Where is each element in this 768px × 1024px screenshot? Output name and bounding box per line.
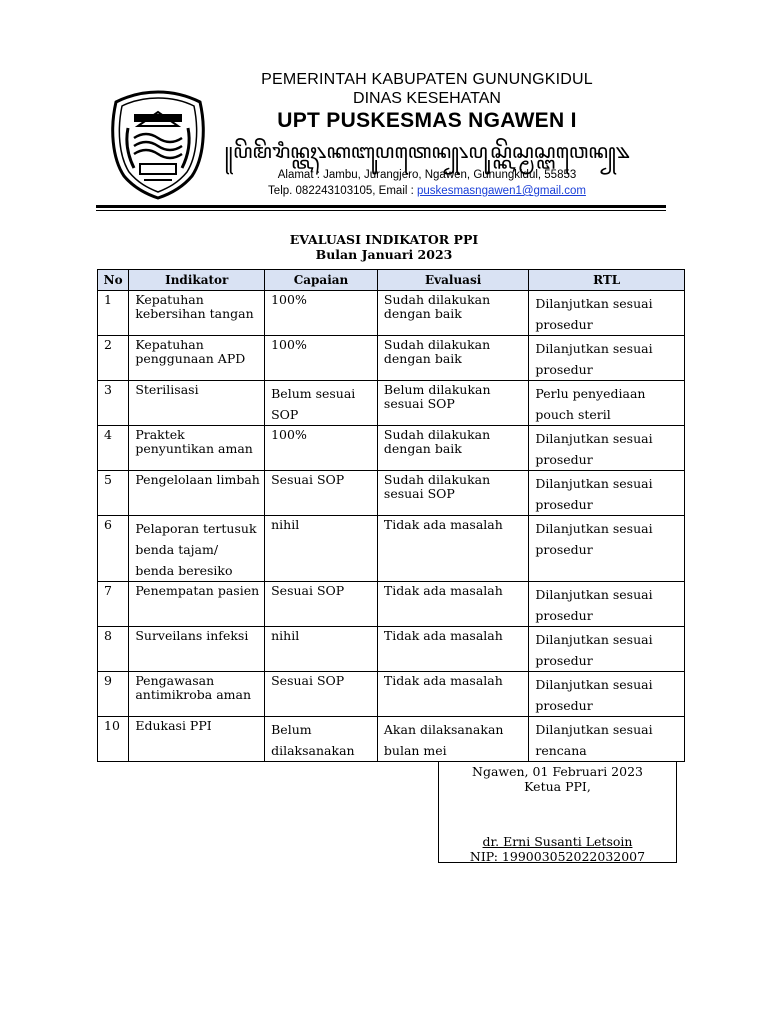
document-title: EVALUASI INDIKATOR PPI — [289, 232, 479, 247]
cell-indikator: Edukasi PPI — [129, 717, 265, 762]
email-link[interactable]: puskesmasngawen1@gmail.com — [417, 185, 586, 197]
phone-text: Telp. 082243103105, Email : — [268, 185, 418, 197]
document-subtitle: Bulan Januari 2023 — [315, 247, 453, 262]
signature-role: Ketua PPI, — [524, 779, 591, 794]
table-row — [98, 381, 685, 426]
cell-capaian: Belum dilaksanakan — [265, 717, 378, 762]
cell-no: 9 — [98, 672, 129, 717]
table-row — [98, 516, 685, 582]
table-row — [98, 336, 685, 381]
cell-no: 3 — [98, 381, 129, 426]
cell-no: 6 — [98, 516, 129, 582]
table-row — [98, 672, 685, 717]
column-header-indikator: Indikator — [129, 270, 265, 291]
cell-rtl: Dilanjutkan sesuai rencana — [529, 717, 685, 762]
javanese-script-line: ꧋ꦥꦼꦩꦼꦫꦶꦤ꧀ꦠꦃ꧈ꦏꦧꦸꦥꦠꦺꦤ꧀꧈ꦥꦸꦱ꧀ꦏꦼꦱ꧀ꦩꦱ꧀ꦔꦮꦺꦤ꧀꧉ — [224, 139, 630, 163]
cell-evaluasi: Tidak ada masalah — [377, 672, 528, 717]
agency-name: DINAS KESEHATAN — [353, 90, 501, 107]
cell-evaluasi: Belum dilakukan sesuai SOP — [377, 381, 528, 426]
letterhead — [222, 70, 632, 198]
cell-evaluasi: Sudah dilakukan dengan baik — [377, 426, 528, 471]
cell-no: 7 — [98, 582, 129, 627]
address-line: Alamat : Jambu, Jurangjero, Ngawen, Gunungkidul, 55853 — [277, 169, 577, 181]
table-row — [98, 471, 685, 516]
cell-evaluasi: Sudah dilakukan dengan baik — [377, 291, 528, 336]
cell-rtl: Perlu penyediaan pouch steril — [529, 381, 685, 426]
cell-capaian: nihil — [265, 627, 378, 672]
cell-rtl: Dilanjutkan sesuai prosedur — [529, 426, 685, 471]
signatory-name: dr. Erni Susanti Letsoin — [482, 834, 633, 849]
cell-evaluasi: Tidak ada masalah — [377, 582, 528, 627]
signature-box — [438, 761, 677, 863]
column-header-evaluasi: Evaluasi — [377, 270, 528, 291]
cell-rtl: Dilanjutkan sesuai prosedur — [529, 291, 685, 336]
cell-no: 1 — [98, 291, 129, 336]
cell-indikator: Sterilisasi — [129, 381, 265, 426]
table-header-row — [98, 270, 685, 291]
cell-evaluasi: Akan dilaksanakan bulan mei — [377, 717, 528, 762]
cell-rtl: Dilanjutkan sesuai prosedur — [529, 516, 685, 582]
cell-indikator: Pelaporan tertusuk benda tajam/ benda beresiko — [129, 516, 265, 582]
table-row — [98, 717, 685, 762]
government-name: PEMERINTAH KABUPATEN GUNUNGKIDUL — [261, 71, 593, 88]
cell-evaluasi: Sudah dilakukan sesuai SOP — [377, 471, 528, 516]
cell-no: 2 — [98, 336, 129, 381]
document-title-block — [96, 232, 672, 262]
cell-capaian: 100% — [265, 426, 378, 471]
column-header-no: No — [98, 270, 129, 291]
ppi-evaluation-table — [97, 269, 685, 762]
cell-rtl: Dilanjutkan sesuai prosedur — [529, 336, 685, 381]
cell-rtl: Dilanjutkan sesuai prosedur — [529, 471, 685, 516]
cell-evaluasi: Tidak ada masalah — [377, 516, 528, 582]
letterhead-rule-thin — [96, 210, 666, 211]
signatory-nip: NIP: 199003052022032007 — [469, 849, 646, 864]
table-row — [98, 291, 685, 336]
cell-capaian: Belum sesuai SOP — [265, 381, 378, 426]
cell-evaluasi: Sudah dilakukan dengan baik — [377, 336, 528, 381]
cell-evaluasi: Tidak ada masalah — [377, 627, 528, 672]
letterhead-rule-thick — [96, 205, 666, 208]
column-header-capaian: Capaian — [265, 270, 378, 291]
cell-indikator: Kepatuhan penggunaan APD — [129, 336, 265, 381]
cell-capaian: 100% — [265, 336, 378, 381]
cell-capaian: 100% — [265, 291, 378, 336]
cell-rtl: Dilanjutkan sesuai prosedur — [529, 672, 685, 717]
cell-capaian: Sesuai SOP — [265, 672, 378, 717]
cell-no: 4 — [98, 426, 129, 471]
contact-line — [222, 184, 632, 198]
cell-indikator: Kepatuhan kebersihan tangan — [129, 291, 265, 336]
cell-indikator: Pengelolaan limbah — [129, 471, 265, 516]
cell-indikator: Praktek penyuntikan aman — [129, 426, 265, 471]
cell-rtl: Dilanjutkan sesuai prosedur — [529, 582, 685, 627]
cell-no: 10 — [98, 717, 129, 762]
cell-capaian: nihil — [265, 516, 378, 582]
institution-name: UPT PUSKESMAS NGAWEN I — [277, 109, 577, 132]
table-row — [98, 582, 685, 627]
cell-indikator: Penempatan pasien — [129, 582, 265, 627]
table-row — [98, 426, 685, 471]
gunungkidul-seal-icon — [104, 88, 212, 200]
cell-capaian: Sesuai SOP — [265, 471, 378, 516]
cell-indikator: Surveilans infeksi — [129, 627, 265, 672]
column-header-rtl: RTL — [529, 270, 685, 291]
table-row — [98, 627, 685, 672]
signature-place-date: Ngawen, 01 Februari 2023 — [472, 764, 643, 779]
cell-capaian: Sesuai SOP — [265, 582, 378, 627]
cell-no: 8 — [98, 627, 129, 672]
cell-no: 5 — [98, 471, 129, 516]
cell-rtl: Dilanjutkan sesuai prosedur — [529, 627, 685, 672]
cell-indikator: Pengawasan antimikroba aman — [129, 672, 265, 717]
